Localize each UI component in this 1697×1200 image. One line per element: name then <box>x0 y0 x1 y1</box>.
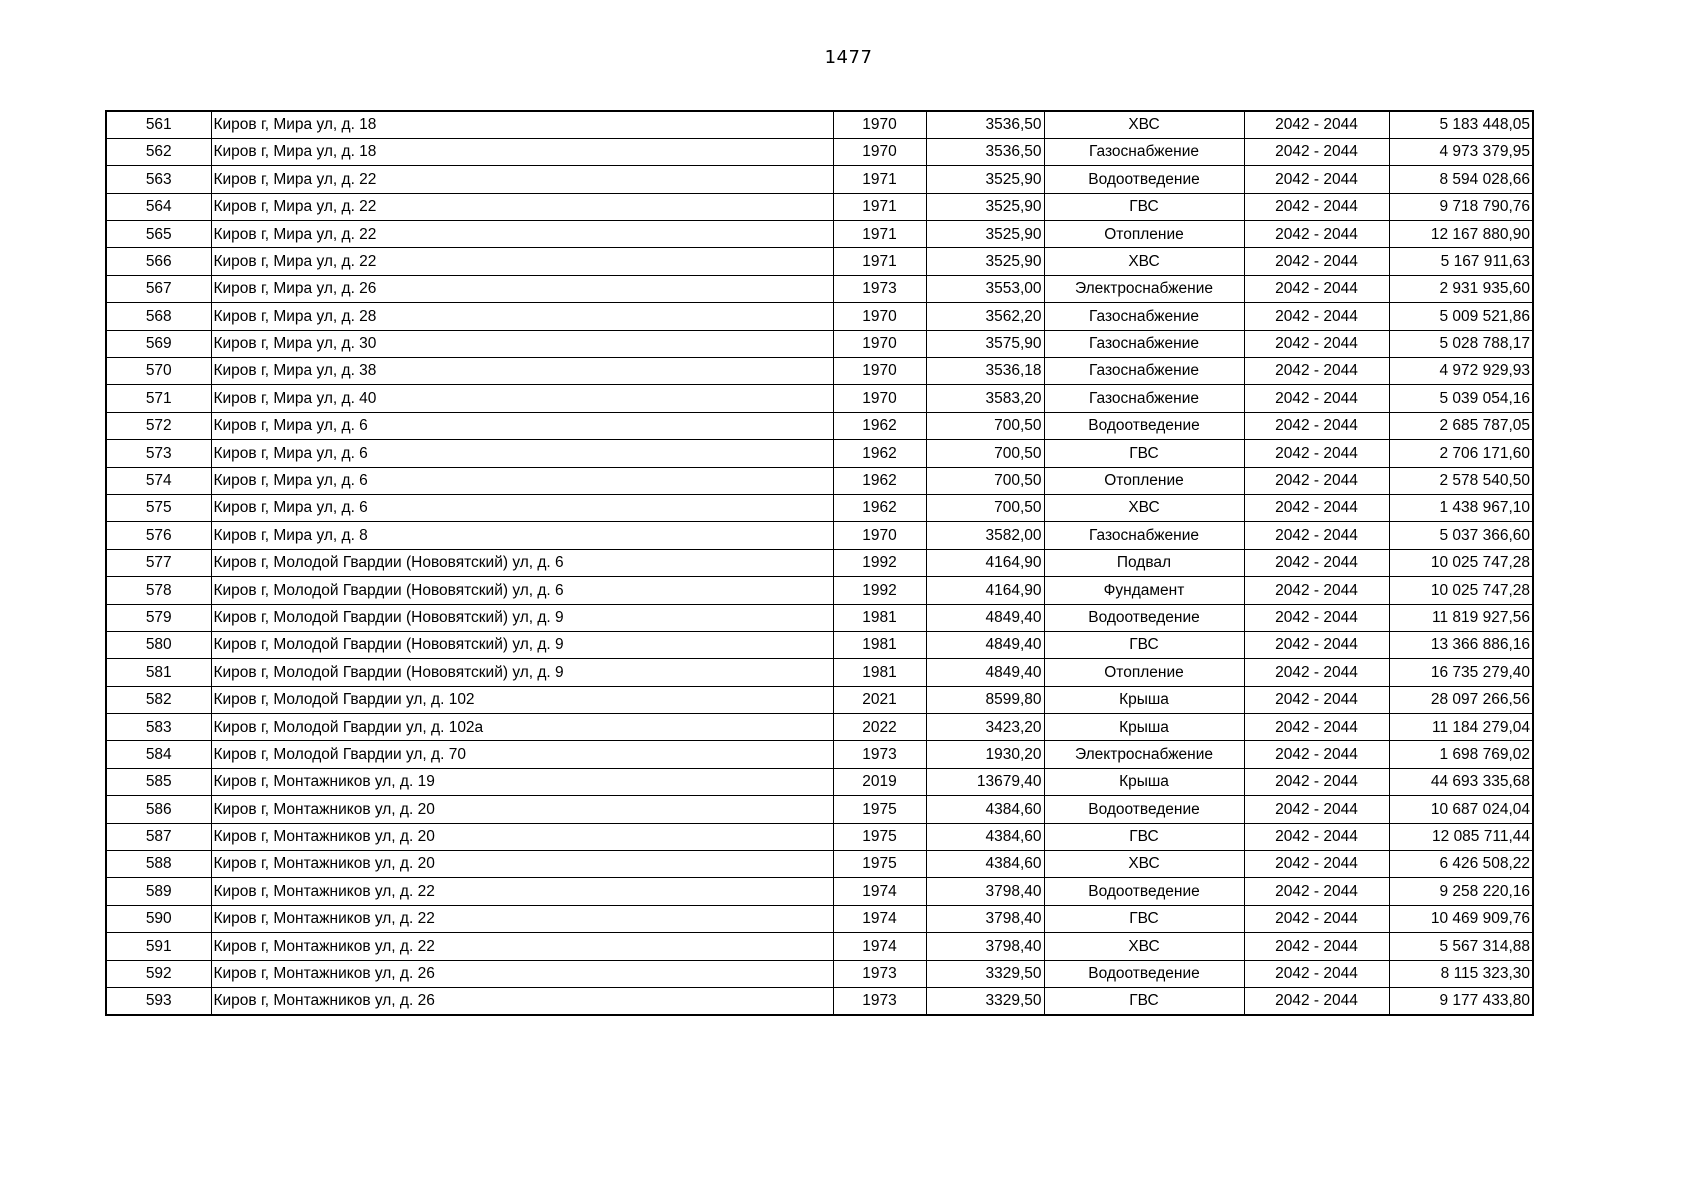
year-cell: 1970 <box>833 330 926 357</box>
period-cell: 2042 - 2044 <box>1244 303 1389 330</box>
area-cell: 3525,90 <box>926 221 1044 248</box>
cost-cell: 5 567 314,88 <box>1389 933 1533 960</box>
year-cell: 1970 <box>833 358 926 385</box>
period-cell: 2042 - 2044 <box>1244 358 1389 385</box>
area-cell: 3562,20 <box>926 303 1044 330</box>
table-row <box>106 823 1533 850</box>
address-cell: Киров г, Мира ул, д. 6 <box>211 412 833 439</box>
row-number-cell: 563 <box>106 166 211 193</box>
row-number-cell: 588 <box>106 851 211 878</box>
row-number-cell: 581 <box>106 659 211 686</box>
work-type-cell: Отопление <box>1044 467 1244 494</box>
work-type-cell: Электроснабжение <box>1044 275 1244 302</box>
row-number-cell: 571 <box>106 385 211 412</box>
year-cell: 1971 <box>833 248 926 275</box>
table-row <box>106 577 1533 604</box>
row-number-cell: 586 <box>106 796 211 823</box>
work-type-cell: ГВС <box>1044 631 1244 658</box>
table-row <box>106 714 1533 741</box>
work-type-cell: Отопление <box>1044 221 1244 248</box>
period-cell: 2042 - 2044 <box>1244 851 1389 878</box>
table-row <box>106 549 1533 576</box>
table-row <box>106 796 1533 823</box>
work-type-cell: Газоснабжение <box>1044 522 1244 549</box>
data-table <box>105 110 1534 1016</box>
area-cell: 3798,40 <box>926 878 1044 905</box>
address-cell: Киров г, Мира ул, д. 28 <box>211 303 833 330</box>
year-cell: 1973 <box>833 275 926 302</box>
work-type-cell: ГВС <box>1044 988 1244 1015</box>
area-cell: 3329,50 <box>926 960 1044 987</box>
table-row <box>106 111 1533 138</box>
row-number-cell: 593 <box>106 988 211 1015</box>
table-row <box>106 631 1533 658</box>
address-cell: Киров г, Мира ул, д. 30 <box>211 330 833 357</box>
period-cell: 2042 - 2044 <box>1244 933 1389 960</box>
year-cell: 1970 <box>833 111 926 138</box>
address-cell: Киров г, Мира ул, д. 6 <box>211 467 833 494</box>
cost-cell: 2 578 540,50 <box>1389 467 1533 494</box>
cost-cell: 1 698 769,02 <box>1389 741 1533 768</box>
work-type-cell: Газоснабжение <box>1044 358 1244 385</box>
work-type-cell: Крыша <box>1044 686 1244 713</box>
address-cell: Киров г, Монтажников ул, д. 22 <box>211 878 833 905</box>
table-row <box>106 494 1533 521</box>
period-cell: 2042 - 2044 <box>1244 604 1389 631</box>
period-cell: 2042 - 2044 <box>1244 714 1389 741</box>
address-cell: Киров г, Молодой Гвардии (Нововятский) ул, д. 9 <box>211 604 833 631</box>
address-cell: Киров г, Молодой Гвардии (Нововятский) ул, д. 9 <box>211 659 833 686</box>
table-row <box>106 358 1533 385</box>
period-cell: 2042 - 2044 <box>1244 440 1389 467</box>
table-row <box>106 768 1533 795</box>
work-type-cell: ХВС <box>1044 851 1244 878</box>
table-row <box>106 933 1533 960</box>
row-number-cell: 572 <box>106 412 211 439</box>
row-number-cell: 584 <box>106 741 211 768</box>
cost-cell: 10 025 747,28 <box>1389 549 1533 576</box>
year-cell: 1981 <box>833 659 926 686</box>
area-cell: 4164,90 <box>926 549 1044 576</box>
period-cell: 2042 - 2044 <box>1244 905 1389 932</box>
table-row <box>106 522 1533 549</box>
address-cell: Киров г, Мира ул, д. 6 <box>211 494 833 521</box>
area-cell: 4384,60 <box>926 851 1044 878</box>
period-cell: 2042 - 2044 <box>1244 577 1389 604</box>
row-number-cell: 568 <box>106 303 211 330</box>
row-number-cell: 592 <box>106 960 211 987</box>
area-cell: 3536,18 <box>926 358 1044 385</box>
area-cell: 4849,40 <box>926 659 1044 686</box>
work-type-cell: Подвал <box>1044 549 1244 576</box>
row-number-cell: 576 <box>106 522 211 549</box>
period-cell: 2042 - 2044 <box>1244 221 1389 248</box>
area-cell: 4384,60 <box>926 823 1044 850</box>
work-type-cell: Отопление <box>1044 659 1244 686</box>
cost-cell: 11 819 927,56 <box>1389 604 1533 631</box>
row-number-cell: 589 <box>106 878 211 905</box>
cost-cell: 10 025 747,28 <box>1389 577 1533 604</box>
area-cell: 4849,40 <box>926 631 1044 658</box>
cost-cell: 1 438 967,10 <box>1389 494 1533 521</box>
year-cell: 1992 <box>833 549 926 576</box>
period-cell: 2042 - 2044 <box>1244 248 1389 275</box>
address-cell: Киров г, Монтажников ул, д. 26 <box>211 960 833 987</box>
row-number-cell: 565 <box>106 221 211 248</box>
work-type-cell: Крыша <box>1044 768 1244 795</box>
row-number-cell: 567 <box>106 275 211 302</box>
year-cell: 1974 <box>833 878 926 905</box>
period-cell: 2042 - 2044 <box>1244 823 1389 850</box>
work-type-cell: Фундамент <box>1044 577 1244 604</box>
table-row <box>106 604 1533 631</box>
year-cell: 1973 <box>833 960 926 987</box>
work-type-cell: Водоотведение <box>1044 796 1244 823</box>
work-type-cell: Газоснабжение <box>1044 330 1244 357</box>
work-type-cell: ХВС <box>1044 494 1244 521</box>
cost-cell: 4 972 929,93 <box>1389 358 1533 385</box>
address-cell: Киров г, Мира ул, д. 22 <box>211 221 833 248</box>
page-number: 1477 <box>824 47 873 68</box>
period-cell: 2042 - 2044 <box>1244 166 1389 193</box>
table-row <box>106 412 1533 439</box>
year-cell: 1970 <box>833 385 926 412</box>
row-number-cell: 562 <box>106 138 211 165</box>
address-cell: Киров г, Мира ул, д. 22 <box>211 166 833 193</box>
work-type-cell: ГВС <box>1044 905 1244 932</box>
year-cell: 1962 <box>833 440 926 467</box>
year-cell: 1971 <box>833 166 926 193</box>
year-cell: 1973 <box>833 988 926 1015</box>
table-row <box>106 741 1533 768</box>
address-cell: Киров г, Мира ул, д. 8 <box>211 522 833 549</box>
year-cell: 2021 <box>833 686 926 713</box>
address-cell: Киров г, Мира ул, д. 6 <box>211 440 833 467</box>
row-number-cell: 573 <box>106 440 211 467</box>
row-number-cell: 590 <box>106 905 211 932</box>
area-cell: 3525,90 <box>926 248 1044 275</box>
table-row <box>106 851 1533 878</box>
period-cell: 2042 - 2044 <box>1244 659 1389 686</box>
cost-cell: 5 167 911,63 <box>1389 248 1533 275</box>
cost-cell: 4 973 379,95 <box>1389 138 1533 165</box>
table-row <box>106 878 1533 905</box>
cost-cell: 10 469 909,76 <box>1389 905 1533 932</box>
table-row <box>106 221 1533 248</box>
cost-cell: 2 706 171,60 <box>1389 440 1533 467</box>
table-row <box>106 659 1533 686</box>
year-cell: 1962 <box>833 467 926 494</box>
area-cell: 4849,40 <box>926 604 1044 631</box>
year-cell: 1973 <box>833 741 926 768</box>
table-body <box>106 111 1533 1015</box>
period-cell: 2042 - 2044 <box>1244 988 1389 1015</box>
period-cell: 2042 - 2044 <box>1244 960 1389 987</box>
year-cell: 1992 <box>833 577 926 604</box>
year-cell: 2019 <box>833 768 926 795</box>
area-cell: 3798,40 <box>926 905 1044 932</box>
cost-cell: 5 039 054,16 <box>1389 385 1533 412</box>
row-number-cell: 577 <box>106 549 211 576</box>
area-cell: 3798,40 <box>926 933 1044 960</box>
cost-cell: 9 177 433,80 <box>1389 988 1533 1015</box>
work-type-cell: Водоотведение <box>1044 412 1244 439</box>
cost-cell: 9 718 790,76 <box>1389 193 1533 220</box>
address-cell: Киров г, Молодой Гвардии (Нововятский) ул, д. 6 <box>211 577 833 604</box>
address-cell: Киров г, Мира ул, д. 18 <box>211 138 833 165</box>
work-type-cell: Водоотведение <box>1044 960 1244 987</box>
period-cell: 2042 - 2044 <box>1244 522 1389 549</box>
work-type-cell: ГВС <box>1044 823 1244 850</box>
year-cell: 1971 <box>833 221 926 248</box>
year-cell: 1975 <box>833 796 926 823</box>
work-type-cell: Газоснабжение <box>1044 138 1244 165</box>
address-cell: Киров г, Молодой Гвардии (Нововятский) ул, д. 9 <box>211 631 833 658</box>
year-cell: 1970 <box>833 522 926 549</box>
cost-cell: 12 085 711,44 <box>1389 823 1533 850</box>
table-row <box>106 275 1533 302</box>
address-cell: Киров г, Мира ул, д. 22 <box>211 193 833 220</box>
table-row <box>106 248 1533 275</box>
cost-cell: 2 685 787,05 <box>1389 412 1533 439</box>
cost-cell: 28 097 266,56 <box>1389 686 1533 713</box>
year-cell: 1970 <box>833 303 926 330</box>
cost-cell: 8 594 028,66 <box>1389 166 1533 193</box>
cost-cell: 6 426 508,22 <box>1389 851 1533 878</box>
work-type-cell: ХВС <box>1044 933 1244 960</box>
area-cell: 4384,60 <box>926 796 1044 823</box>
work-type-cell: Крыша <box>1044 714 1244 741</box>
work-type-cell: Газоснабжение <box>1044 303 1244 330</box>
cost-cell: 5 037 366,60 <box>1389 522 1533 549</box>
address-cell: Киров г, Молодой Гвардии ул, д. 70 <box>211 741 833 768</box>
area-cell: 1930,20 <box>926 741 1044 768</box>
address-cell: Киров г, Молодой Гвардии (Нововятский) ул, д. 6 <box>211 549 833 576</box>
address-cell: Киров г, Молодой Гвардии ул, д. 102а <box>211 714 833 741</box>
row-number-cell: 585 <box>106 768 211 795</box>
row-number-cell: 587 <box>106 823 211 850</box>
row-number-cell: 578 <box>106 577 211 604</box>
row-number-cell: 575 <box>106 494 211 521</box>
work-type-cell: Водоотведение <box>1044 878 1244 905</box>
period-cell: 2042 - 2044 <box>1244 796 1389 823</box>
year-cell: 1970 <box>833 138 926 165</box>
row-number-cell: 582 <box>106 686 211 713</box>
area-cell: 3582,00 <box>926 522 1044 549</box>
area-cell: 4164,90 <box>926 577 1044 604</box>
table-row <box>106 193 1533 220</box>
period-cell: 2042 - 2044 <box>1244 111 1389 138</box>
period-cell: 2042 - 2044 <box>1244 330 1389 357</box>
period-cell: 2042 - 2044 <box>1244 549 1389 576</box>
area-cell: 3583,20 <box>926 385 1044 412</box>
period-cell: 2042 - 2044 <box>1244 631 1389 658</box>
row-number-cell: 566 <box>106 248 211 275</box>
address-cell: Киров г, Монтажников ул, д. 22 <box>211 933 833 960</box>
cost-cell: 11 184 279,04 <box>1389 714 1533 741</box>
work-type-cell: Газоснабжение <box>1044 385 1244 412</box>
table-row <box>106 440 1533 467</box>
period-cell: 2042 - 2044 <box>1244 878 1389 905</box>
year-cell: 1974 <box>833 905 926 932</box>
area-cell: 3575,90 <box>926 330 1044 357</box>
cost-cell: 5 028 788,17 <box>1389 330 1533 357</box>
table-row <box>106 905 1533 932</box>
period-cell: 2042 - 2044 <box>1244 741 1389 768</box>
period-cell: 2042 - 2044 <box>1244 412 1389 439</box>
area-cell: 8599,80 <box>926 686 1044 713</box>
work-type-cell: ХВС <box>1044 111 1244 138</box>
area-cell: 3553,00 <box>926 275 1044 302</box>
period-cell: 2042 - 2044 <box>1244 275 1389 302</box>
cost-cell: 5 183 448,05 <box>1389 111 1533 138</box>
area-cell: 700,50 <box>926 440 1044 467</box>
cost-cell: 44 693 335,68 <box>1389 768 1533 795</box>
table-row <box>106 166 1533 193</box>
table-row <box>106 988 1533 1015</box>
address-cell: Киров г, Мира ул, д. 22 <box>211 248 833 275</box>
table-row <box>106 385 1533 412</box>
year-cell: 1974 <box>833 933 926 960</box>
cost-cell: 2 931 935,60 <box>1389 275 1533 302</box>
address-cell: Киров г, Монтажников ул, д. 26 <box>211 988 833 1015</box>
period-cell: 2042 - 2044 <box>1244 494 1389 521</box>
period-cell: 2042 - 2044 <box>1244 467 1389 494</box>
area-cell: 3423,20 <box>926 714 1044 741</box>
table-row <box>106 467 1533 494</box>
period-cell: 2042 - 2044 <box>1244 193 1389 220</box>
row-number-cell: 579 <box>106 604 211 631</box>
work-type-cell: Водоотведение <box>1044 166 1244 193</box>
area-cell: 3525,90 <box>926 193 1044 220</box>
row-number-cell: 580 <box>106 631 211 658</box>
work-type-cell: ХВС <box>1044 248 1244 275</box>
address-cell: Киров г, Молодой Гвардии ул, д. 102 <box>211 686 833 713</box>
work-type-cell: Водоотведение <box>1044 604 1244 631</box>
year-cell: 1971 <box>833 193 926 220</box>
period-cell: 2042 - 2044 <box>1244 768 1389 795</box>
area-cell: 700,50 <box>926 412 1044 439</box>
cost-cell: 13 366 886,16 <box>1389 631 1533 658</box>
work-type-cell: ГВС <box>1044 193 1244 220</box>
year-cell: 1962 <box>833 494 926 521</box>
address-cell: Киров г, Монтажников ул, д. 20 <box>211 823 833 850</box>
row-number-cell: 564 <box>106 193 211 220</box>
table-row <box>106 303 1533 330</box>
cost-cell: 10 687 024,04 <box>1389 796 1533 823</box>
year-cell: 1975 <box>833 823 926 850</box>
address-cell: Киров г, Монтажников ул, д. 20 <box>211 851 833 878</box>
cost-cell: 9 258 220,16 <box>1389 878 1533 905</box>
address-cell: Киров г, Монтажников ул, д. 20 <box>211 796 833 823</box>
row-number-cell: 583 <box>106 714 211 741</box>
address-cell: Киров г, Мира ул, д. 38 <box>211 358 833 385</box>
year-cell: 1981 <box>833 604 926 631</box>
cost-cell: 12 167 880,90 <box>1389 221 1533 248</box>
area-cell: 13679,40 <box>926 768 1044 795</box>
row-number-cell: 570 <box>106 358 211 385</box>
row-number-cell: 561 <box>106 111 211 138</box>
address-cell: Киров г, Мира ул, д. 26 <box>211 275 833 302</box>
table-row <box>106 686 1533 713</box>
work-type-cell: Электроснабжение <box>1044 741 1244 768</box>
area-cell: 3536,50 <box>926 111 1044 138</box>
cost-cell: 5 009 521,86 <box>1389 303 1533 330</box>
period-cell: 2042 - 2044 <box>1244 138 1389 165</box>
row-number-cell: 569 <box>106 330 211 357</box>
row-number-cell: 574 <box>106 467 211 494</box>
area-cell: 3329,50 <box>926 988 1044 1015</box>
cost-cell: 16 735 279,40 <box>1389 659 1533 686</box>
address-cell: Киров г, Мира ул, д. 18 <box>211 111 833 138</box>
table-row <box>106 138 1533 165</box>
year-cell: 1975 <box>833 851 926 878</box>
year-cell: 1981 <box>833 631 926 658</box>
cost-cell: 8 115 323,30 <box>1389 960 1533 987</box>
area-cell: 700,50 <box>926 494 1044 521</box>
row-number-cell: 591 <box>106 933 211 960</box>
address-cell: Киров г, Монтажников ул, д. 19 <box>211 768 833 795</box>
year-cell: 2022 <box>833 714 926 741</box>
year-cell: 1962 <box>833 412 926 439</box>
period-cell: 2042 - 2044 <box>1244 385 1389 412</box>
area-cell: 700,50 <box>926 467 1044 494</box>
area-cell: 3525,90 <box>926 166 1044 193</box>
address-cell: Киров г, Монтажников ул, д. 22 <box>211 905 833 932</box>
address-cell: Киров г, Мира ул, д. 40 <box>211 385 833 412</box>
table-row <box>106 330 1533 357</box>
table-row <box>106 960 1533 987</box>
work-type-cell: ГВС <box>1044 440 1244 467</box>
period-cell: 2042 - 2044 <box>1244 686 1389 713</box>
area-cell: 3536,50 <box>926 138 1044 165</box>
